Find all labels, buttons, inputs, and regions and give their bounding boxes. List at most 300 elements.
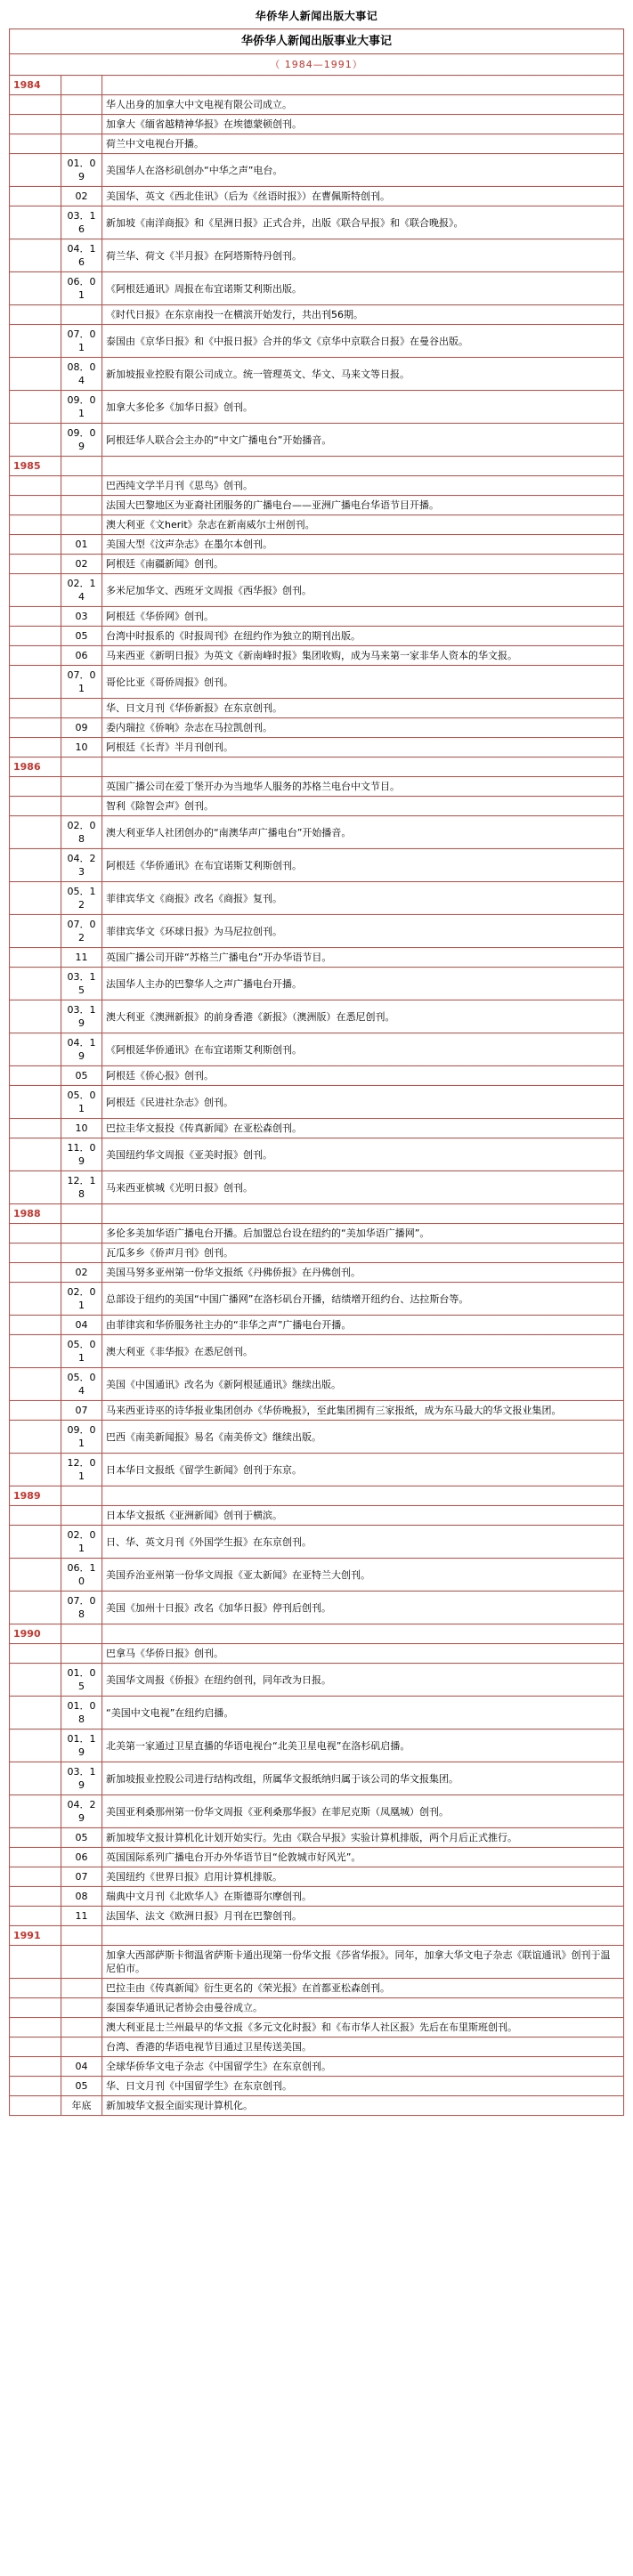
- event-text-cell: “美国中文电视”在纽约启播。: [102, 1697, 624, 1729]
- table-row: [10, 607, 624, 627]
- event-text-cell: 智利《除智会声》创刊。: [102, 797, 624, 816]
- event-text-cell: 法国华人主办的巴黎华人之声广播电台开播。: [102, 968, 624, 1000]
- date-cell: 05: [61, 627, 102, 646]
- chronicle-table-body: [10, 29, 624, 2116]
- table-row: [10, 1368, 624, 1401]
- date-cell: 01．08: [61, 1697, 102, 1729]
- year-cell: [10, 1907, 61, 1926]
- table-row: [10, 666, 624, 699]
- table-row: [10, 1979, 624, 1998]
- table-row: [10, 816, 624, 849]
- year-cell: [10, 882, 61, 915]
- year-cell: [10, 627, 61, 646]
- table-row: [10, 915, 624, 948]
- date-cell: [61, 115, 102, 134]
- year-cell: [10, 1979, 61, 1998]
- date-cell: 04．29: [61, 1795, 102, 1828]
- table-row: [10, 738, 624, 757]
- event-text-cell: 英国广播公司开辟“苏格兰广播电台”开办华语节目。: [102, 948, 624, 968]
- event-text-cell: 加拿大西部萨斯卡彻温省萨斯卡通出现第一份华文报《莎省华报》。同年，加拿大华文电子杂志《联谊通讯》创刊于温尼伯市。: [102, 1946, 624, 1979]
- year-cell: [10, 1224, 61, 1243]
- date-cell: [61, 757, 102, 777]
- date-cell: [61, 305, 102, 325]
- table-row: [10, 718, 624, 738]
- event-text-cell: 美国纽约华文周报《亚美时报》创刊。: [102, 1138, 624, 1171]
- table-row: [10, 1762, 624, 1795]
- date-cell: [61, 1506, 102, 1526]
- table-row: [10, 134, 624, 154]
- date-cell: 10: [61, 738, 102, 757]
- date-cell: [61, 1644, 102, 1664]
- year-cell: [10, 2037, 61, 2057]
- year-cell: [10, 95, 61, 115]
- year-cell: [10, 1335, 61, 1368]
- date-cell: 01．19: [61, 1729, 102, 1762]
- year-cell: [10, 1828, 61, 1848]
- event-text-cell: 华人出身的加拿大中文电视有限公司成立。: [102, 95, 624, 115]
- table-row: [10, 1401, 624, 1421]
- main-title: 华侨华人新闻出版事业大事记: [10, 29, 624, 54]
- table-row: [10, 2077, 624, 2096]
- date-cell: 05: [61, 2077, 102, 2096]
- event-text-cell: 英国广播公司在爱丁堡开办为当地华人服务的苏格兰电台中文节目。: [102, 777, 624, 797]
- date-cell: 04．23: [61, 849, 102, 882]
- event-text-cell: 瑞典中文月刊《北欧华人》在斯德哥尔摩创刊。: [102, 1887, 624, 1907]
- event-text-cell: 美国乔治亚州第一份华文周报《亚太新闻》在亚特兰大创刊。: [102, 1559, 624, 1592]
- event-text-cell: 委内瑞拉《侨响》杂志在马拉凯创刊。: [102, 718, 624, 738]
- year-cell: [10, 574, 61, 607]
- table-row: [10, 777, 624, 797]
- date-cell: 01: [61, 535, 102, 555]
- table-row: [10, 496, 624, 515]
- table-row: [10, 95, 624, 115]
- date-cell: 05．01: [61, 1086, 102, 1119]
- table-row: [10, 1454, 624, 1486]
- event-text-cell: 荷兰中文电视台开播。: [102, 134, 624, 154]
- date-cell: 05: [61, 1828, 102, 1848]
- year-cell: [10, 1887, 61, 1907]
- event-text-cell: [102, 1926, 624, 1946]
- event-text-cell: [102, 1486, 624, 1506]
- event-text-cell: 美国《中国通讯》改名为《新阿根延通讯》继续出版。: [102, 1368, 624, 1401]
- table-row: [10, 1907, 624, 1926]
- event-text-cell: 法国华、法文《欧洲日报》月刊在巴黎创刊。: [102, 1907, 624, 1926]
- event-text-cell: 巴拉圭由《传真新闻》衍生更名的《荣光报》在首都亚松森创刊。: [102, 1979, 624, 1998]
- year-cell: [10, 797, 61, 816]
- table-row: [10, 1729, 624, 1762]
- year-cell: [10, 305, 61, 325]
- date-cell: [61, 1946, 102, 1979]
- year-cell: [10, 207, 61, 239]
- date-cell: [61, 777, 102, 797]
- table-row: [10, 882, 624, 915]
- date-cell: 05: [61, 1066, 102, 1086]
- event-text-cell: 瓦瓜多乡《侨声月刊》创刊。: [102, 1243, 624, 1263]
- table-row: [10, 1624, 624, 1644]
- table-row: [10, 76, 624, 95]
- date-cell: [61, 797, 102, 816]
- table-row: [10, 1335, 624, 1368]
- year-cell: [10, 1559, 61, 1592]
- event-text-cell: 巴拿马《华侨日报》创刊。: [102, 1644, 624, 1664]
- date-cell: 06: [61, 1848, 102, 1867]
- table-row: [10, 699, 624, 718]
- table-row: [10, 1243, 624, 1263]
- table-row: [10, 239, 624, 272]
- date-cell: 07．08: [61, 1592, 102, 1624]
- event-text-cell: 华、日文月刊《华侨新报》在东京创刊。: [102, 699, 624, 718]
- event-text-cell: 新加坡华文报全面实现计算机化。: [102, 2096, 624, 2116]
- date-cell: [61, 1224, 102, 1243]
- table-row: [10, 2018, 624, 2037]
- year-cell: [10, 515, 61, 535]
- date-cell: 06: [61, 646, 102, 666]
- event-text-cell: 《时代日报》在东京南投一在横滨开始发行，共出刊56期。: [102, 305, 624, 325]
- year-cell: [10, 1506, 61, 1526]
- table-row: [10, 1283, 624, 1316]
- event-text-cell: 美国亚利桑那州第一份华文周报《亚利桑那华报》在菲尼克斯（凤凰城）创刊。: [102, 1795, 624, 1828]
- event-text-cell: 美国大型《汶声杂志》在墨尔本创刊。: [102, 535, 624, 555]
- date-cell: [61, 2018, 102, 2037]
- year-cell: [10, 1697, 61, 1729]
- table-row: [10, 1867, 624, 1887]
- event-text-cell: 北美第一家通过卫星直播的华语电视台“北美卫星电视”在洛杉矶启播。: [102, 1729, 624, 1762]
- event-text-cell: 全球华侨华文电子杂志《中国留学生》在东京创刊。: [102, 2057, 624, 2077]
- date-cell: [61, 496, 102, 515]
- table-row: [10, 2037, 624, 2057]
- date-cell: [61, 457, 102, 476]
- table-row: [10, 1224, 624, 1243]
- table-row: [10, 1664, 624, 1697]
- table-row: [10, 1263, 624, 1283]
- date-cell: 12．01: [61, 1454, 102, 1486]
- event-text-cell: 阿根廷《侨心报》创刊。: [102, 1066, 624, 1086]
- table-row: [10, 1644, 624, 1664]
- table-row: [10, 154, 624, 187]
- date-cell: 04: [61, 2057, 102, 2077]
- year-cell: [10, 777, 61, 797]
- event-text-cell: 巴西《南美新闻报》易名《南美侨文》继续出版。: [102, 1421, 624, 1454]
- event-text-cell: 美国华、英文《西北佳讯》（后为《丝语时报》）在曹佩斯特创刊。: [102, 187, 624, 207]
- table-row: [10, 1138, 624, 1171]
- date-cell: 11．09: [61, 1138, 102, 1171]
- event-text-cell: 美国《加州十日报》改名《加华日报》停刊后创刊。: [102, 1592, 624, 1624]
- event-text-cell: 泰国泰华通讯记者协会由曼谷成立。: [102, 1998, 624, 2018]
- table-row: [10, 457, 624, 476]
- event-text-cell: 澳大利亚昆士兰州最早的华文报《多元文化时报》和《布市华人社区报》先后在布里斯班创刊。: [102, 2018, 624, 2037]
- year-cell: [10, 1867, 61, 1887]
- year-cell: [10, 496, 61, 515]
- year-cell: [10, 1644, 61, 1664]
- table-row: [10, 1316, 624, 1335]
- year-cell: [10, 134, 61, 154]
- event-text-cell: 澳大利亚华人社团创办的“南澳华声广播电台”开始播音。: [102, 816, 624, 849]
- date-cell: 08: [61, 1887, 102, 1907]
- event-text-cell: 阿根廷《长青》半月刊创刊。: [102, 738, 624, 757]
- event-text-cell: 马来西亚槟城《光明日报》创刊。: [102, 1171, 624, 1204]
- date-cell: 03．19: [61, 1762, 102, 1795]
- date-cell: 11: [61, 1907, 102, 1926]
- year-cell: [10, 2018, 61, 2037]
- year-cell: [10, 1263, 61, 1283]
- event-text-cell: [102, 76, 624, 95]
- table-row: [10, 1033, 624, 1066]
- table-row: [10, 1998, 624, 2018]
- date-cell: [61, 1926, 102, 1946]
- date-cell: 03．16: [61, 207, 102, 239]
- date-cell: 01．09: [61, 154, 102, 187]
- table-row: [10, 535, 624, 555]
- date-cell: [61, 699, 102, 718]
- table-row: [10, 2057, 624, 2077]
- date-cell: 02．08: [61, 816, 102, 849]
- date-cell: [61, 1979, 102, 1998]
- date-cell: 02: [61, 1263, 102, 1283]
- event-text-cell: 菲律宾华文《商报》改名《商报》复刊。: [102, 882, 624, 915]
- year-cell: [10, 646, 61, 666]
- date-cell: [61, 2037, 102, 2057]
- event-text-cell: [102, 1624, 624, 1644]
- date-cell: 05．12: [61, 882, 102, 915]
- year-cell: [10, 1664, 61, 1697]
- table-subtitle-row: [10, 54, 624, 76]
- year-cell: [10, 154, 61, 187]
- table-row: [10, 1171, 624, 1204]
- year-cell: [10, 555, 61, 574]
- date-cell: 07: [61, 1867, 102, 1887]
- date-cell: 01．05: [61, 1664, 102, 1697]
- year-cell: [10, 1000, 61, 1033]
- table-row: [10, 1828, 624, 1848]
- table-row: [10, 1697, 624, 1729]
- event-text-cell: 荷兰华、荷文《半月报》在阿塔斯特丹创刊。: [102, 239, 624, 272]
- date-cell: 02．14: [61, 574, 102, 607]
- table-row: [10, 968, 624, 1000]
- date-cell: 04．16: [61, 239, 102, 272]
- table-title-row: [10, 29, 624, 54]
- table-row: [10, 1066, 624, 1086]
- year-cell: [10, 948, 61, 968]
- event-text-cell: 台湾中时报系的《时报周刊》在纽约作为独立的期刊出版。: [102, 627, 624, 646]
- date-cell: 09．01: [61, 391, 102, 424]
- event-text-cell: 美国华人在洛杉矶创办“中华之声”电台。: [102, 154, 624, 187]
- event-text-cell: [102, 757, 624, 777]
- event-text-cell: [102, 1204, 624, 1224]
- date-cell: 05．04: [61, 1368, 102, 1401]
- year-cell: [10, 535, 61, 555]
- year-cell: [10, 1243, 61, 1263]
- year-cell: [10, 1119, 61, 1138]
- event-text-cell: 马来西亚《新明日报》为英文《新南峰时报》集团收购，成为马来第一家非华人资本的华文报。: [102, 646, 624, 666]
- table-row: [10, 187, 624, 207]
- event-text-cell: 新加坡报业控股有限公司成立。统一管理英文、华文、马来文等日报。: [102, 358, 624, 391]
- date-cell: [61, 1486, 102, 1506]
- table-row: [10, 1526, 624, 1559]
- event-text-cell: 新加坡《南洋商报》和《星洲日报》正式合并，出版《联合早报》和《联合晚报》。: [102, 207, 624, 239]
- year-cell: 1988: [10, 1204, 61, 1224]
- event-text-cell: 法国大巴黎地区为亚裔社团服务的广播电台——亚洲广播电台华语节目开播。: [102, 496, 624, 515]
- year-cell: [10, 666, 61, 699]
- event-text-cell: 多伦多美加华语广播电台开播。后加盟总台设在纽约的“美加华语广播网”。: [102, 1224, 624, 1243]
- year-cell: [10, 1368, 61, 1401]
- table-row: [10, 305, 624, 325]
- event-text-cell: 澳大利亚《非华报》在悉尼创刊。: [102, 1335, 624, 1368]
- date-cell: 02: [61, 187, 102, 207]
- event-text-cell: 新加坡华文报计算机化计划开始实行。先由《联合早报》实验计算机排版，两个月后正式推行。: [102, 1828, 624, 1848]
- date-cell: [61, 1998, 102, 2018]
- year-cell: [10, 699, 61, 718]
- year-cell: [10, 1729, 61, 1762]
- date-cell: [61, 95, 102, 115]
- table-row: [10, 1887, 624, 1907]
- date-cell: 07．02: [61, 915, 102, 948]
- year-cell: [10, 2077, 61, 2096]
- table-row: [10, 849, 624, 882]
- year-cell: [10, 1526, 61, 1559]
- year-cell: [10, 358, 61, 391]
- year-cell: [10, 1454, 61, 1486]
- year-cell: [10, 1946, 61, 1979]
- year-cell: [10, 239, 61, 272]
- chronicle-table: [9, 28, 624, 2116]
- year-cell: [10, 607, 61, 627]
- table-row: [10, 272, 624, 305]
- table-row: [10, 358, 624, 391]
- year-cell: 1990: [10, 1624, 61, 1644]
- table-row: [10, 757, 624, 777]
- year-cell: [10, 1316, 61, 1335]
- date-cell: 02．01: [61, 1526, 102, 1559]
- event-text-cell: 泰国由《京华日报》和《中报日报》合并的华文《京华中京联合日报》在曼谷出版。: [102, 325, 624, 358]
- event-text-cell: [102, 457, 624, 476]
- event-text-cell: 华、日文月刊《中国留学生》在东京创刊。: [102, 2077, 624, 2096]
- table-row: [10, 1421, 624, 1454]
- event-text-cell: 阿根廷《华侨网》创刊。: [102, 607, 624, 627]
- year-cell: [10, 424, 61, 457]
- table-row: [10, 1086, 624, 1119]
- table-row: [10, 797, 624, 816]
- table-row: [10, 424, 624, 457]
- year-cell: [10, 816, 61, 849]
- date-cell: 02: [61, 555, 102, 574]
- table-row: [10, 627, 624, 646]
- date-cell: 04．19: [61, 1033, 102, 1066]
- year-cell: [10, 476, 61, 496]
- table-row: [10, 1926, 624, 1946]
- date-cell: 07: [61, 1401, 102, 1421]
- event-text-cell: 澳大利亚《澳洲新报》的前身香港《新报》（澳洲版）在悉尼创刊。: [102, 1000, 624, 1033]
- event-text-cell: 多米尼加华文、西班牙文周报《西华报》创刊。: [102, 574, 624, 607]
- year-cell: [10, 1848, 61, 1867]
- event-text-cell: 总部设于纽约的美国“中国广播网”在洛杉矶台开播，结绩增开纽约台、达拉斯台等。: [102, 1283, 624, 1316]
- event-text-cell: 加拿大《缅省越精神华报》在埃德蒙顿创刊。: [102, 115, 624, 134]
- year-cell: [10, 187, 61, 207]
- year-cell: [10, 1033, 61, 1066]
- date-cell: [61, 476, 102, 496]
- date-cell: 10: [61, 1119, 102, 1138]
- event-text-cell: 新加坡报业控股公司进行结构改组，所属华文报纸纳归属于该公司的华文报集团。: [102, 1762, 624, 1795]
- year-cell: [10, 849, 61, 882]
- date-cell: 年底: [61, 2096, 102, 2116]
- year-cell: [10, 718, 61, 738]
- subtitle: （ 1984—1991）: [10, 54, 624, 76]
- date-cell: 09: [61, 718, 102, 738]
- year-cell: [10, 1421, 61, 1454]
- event-text-cell: 马来西亚诗巫的诗华报业集团创办《华侨晚报》，至此集团拥有三家报纸，成为东马最大的华文报业集团。: [102, 1401, 624, 1421]
- date-cell: 08．04: [61, 358, 102, 391]
- event-text-cell: 阿根廷《民进社杂志》创刊。: [102, 1086, 624, 1119]
- table-row: [10, 555, 624, 574]
- date-cell: 09．09: [61, 424, 102, 457]
- table-row: [10, 2096, 624, 2116]
- event-text-cell: 日本华日文报纸《留学生新闻》创刊于东京。: [102, 1454, 624, 1486]
- date-cell: [61, 1624, 102, 1644]
- year-cell: [10, 1283, 61, 1316]
- date-cell: 04: [61, 1316, 102, 1335]
- date-cell: 02．01: [61, 1283, 102, 1316]
- event-text-cell: 澳大利亚《文herit》杂志在新南威尔士州创刊。: [102, 515, 624, 535]
- date-cell: 09．01: [61, 1421, 102, 1454]
- event-text-cell: 日本华文报纸《亚洲新闻》创刊于横滨。: [102, 1506, 624, 1526]
- year-cell: [10, 115, 61, 134]
- event-text-cell: 哥伦比亚《哥侨周报》创刊。: [102, 666, 624, 699]
- year-cell: 1985: [10, 457, 61, 476]
- table-row: [10, 1946, 624, 1979]
- event-text-cell: 台湾、香港的华语电视节目通过卫星传送美国。: [102, 2037, 624, 2057]
- year-cell: [10, 325, 61, 358]
- year-cell: [10, 1762, 61, 1795]
- event-text-cell: 英国国际系列广播电台开办外华语节目“伦敦城市好风光”。: [102, 1848, 624, 1867]
- page-header-title: 华侨华人新闻出版大事记: [255, 10, 378, 22]
- table-row: [10, 115, 624, 134]
- year-cell: [10, 2057, 61, 2077]
- event-text-cell: 日、华、英文月刊《外国学生报》在东京创刊。: [102, 1526, 624, 1559]
- date-cell: 03: [61, 607, 102, 627]
- date-cell: 07．01: [61, 325, 102, 358]
- table-row: [10, 391, 624, 424]
- date-cell: 06．01: [61, 272, 102, 305]
- event-text-cell: 菲律宾华文《环球日报》为马尼拉创刊。: [102, 915, 624, 948]
- date-cell: [61, 515, 102, 535]
- year-cell: [10, 272, 61, 305]
- table-row: [10, 325, 624, 358]
- event-text-cell: 美国纽约《世界日报》启用计算机排版。: [102, 1867, 624, 1887]
- table-row: [10, 1559, 624, 1592]
- table-row: [10, 476, 624, 496]
- event-text-cell: 由菲律宾和华侨服务社主办的“非华之声”广播电台开播。: [102, 1316, 624, 1335]
- event-text-cell: 美国马努多亚州第一份华文报纸《丹佛侨报》在丹佛创刊。: [102, 1263, 624, 1283]
- event-text-cell: 阿根廷《华侨通讯》在布宜诺斯艾利斯创刊。: [102, 849, 624, 882]
- table-row: [10, 948, 624, 968]
- year-cell: [10, 1998, 61, 2018]
- year-cell: [10, 1592, 61, 1624]
- event-text-cell: 巴拉圭华文报投《传真新闻》在亚松森创刊。: [102, 1119, 624, 1138]
- year-cell: [10, 738, 61, 757]
- date-cell: 11: [61, 948, 102, 968]
- date-cell: 03．19: [61, 1000, 102, 1033]
- table-row: [10, 1592, 624, 1624]
- year-cell: 1989: [10, 1486, 61, 1506]
- year-cell: [10, 1138, 61, 1171]
- year-cell: [10, 2096, 61, 2116]
- event-text-cell: 巴西纯文学半月刊《思鸟》创刊。: [102, 476, 624, 496]
- table-row: [10, 574, 624, 607]
- date-cell: 05．01: [61, 1335, 102, 1368]
- year-cell: 1986: [10, 757, 61, 777]
- year-cell: [10, 1066, 61, 1086]
- year-cell: [10, 1086, 61, 1119]
- table-row: [10, 207, 624, 239]
